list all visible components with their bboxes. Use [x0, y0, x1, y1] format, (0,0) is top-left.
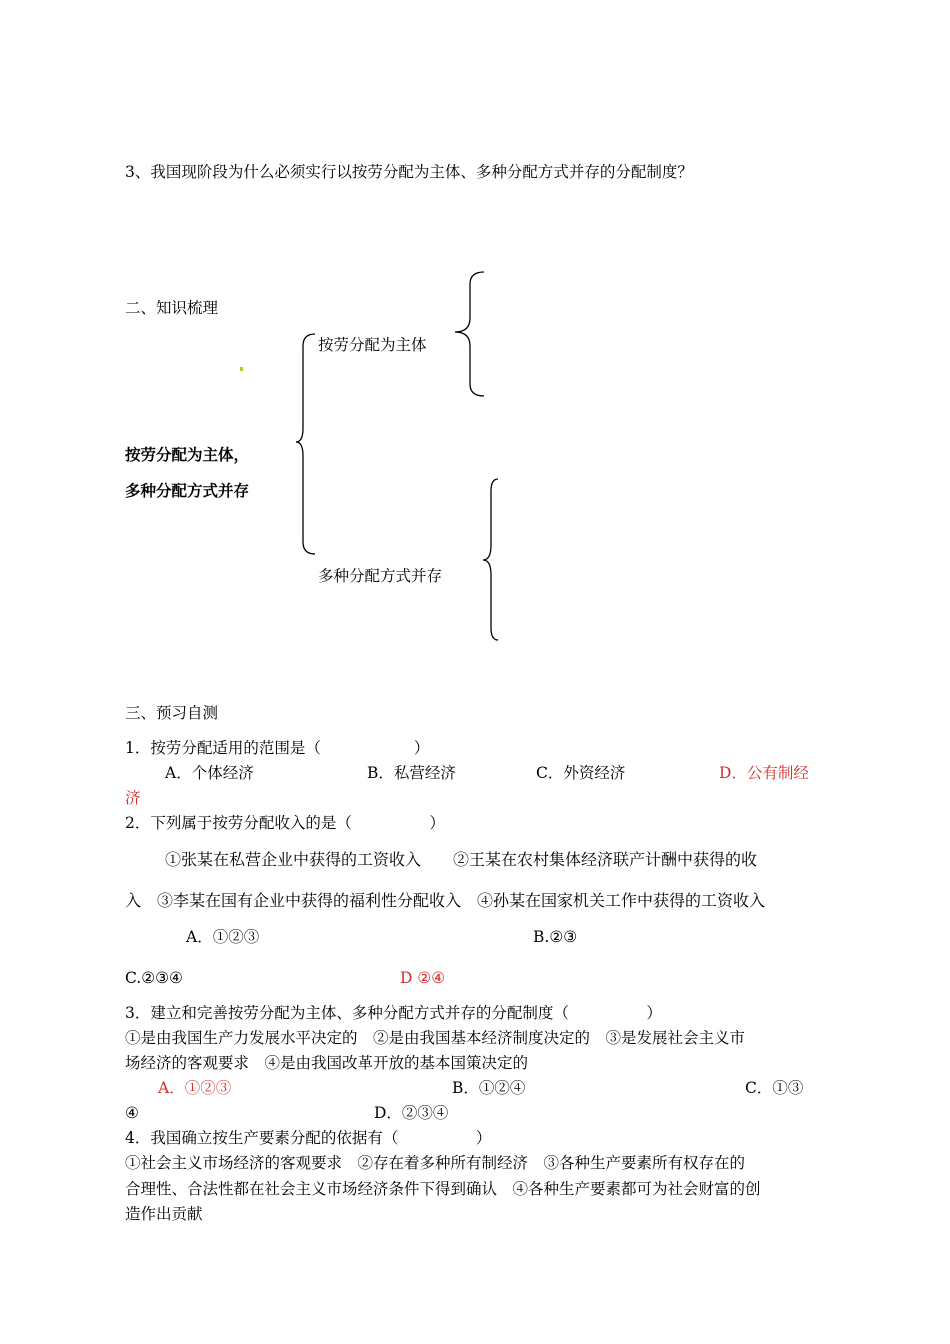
q1-option-b: B．私营经济 — [367, 764, 456, 782]
q2-option-b: B.②③ — [533, 928, 578, 946]
q1-option-d-answer: D．公有制经 — [719, 764, 809, 782]
q2-option-a: A．①②③ — [186, 928, 260, 946]
q1-option-d-wrap: 济 — [125, 789, 141, 807]
q4-line3: 造作出贡献 — [125, 1205, 203, 1223]
q3-line2: 场经济的客观要求 ④是由我国改革开放的基本国策决定的 — [125, 1054, 529, 1072]
q4-line1: ①社会主义市场经济的客观要求 ②存在着多种所有制经济 ③各种生产要素所有权存在的 — [125, 1154, 746, 1172]
q2-option-c: C.②③④ — [125, 969, 183, 987]
q1-option-c: C．外资经济 — [536, 764, 626, 782]
question-3-text: 3、我国现阶段为什么必须实行以按劳分配为主体、多种分配方式并存的分配制度？ — [125, 163, 693, 181]
q1-option-a: A．个体经济 — [165, 764, 254, 782]
q4-stem: 4．我国确立按生产要素分配的依据有（ ） — [125, 1129, 492, 1147]
mindmap-root-line2: 多种分配方式并存 — [125, 482, 250, 500]
q3-option-a-answer: A．①②③ — [158, 1079, 232, 1097]
mindmap-root-line1: 按劳分配为主体， — [125, 446, 250, 464]
section-heading-knowledge: 二、知识梳理 — [125, 299, 219, 317]
q3-option-c-wrap: ④ — [125, 1104, 139, 1122]
brace-main — [296, 334, 315, 554]
q2-line1: ①张某在私营企业中获得的工资收入 ②王某在农村集体经济联产计酬中获得的收 — [165, 850, 758, 869]
brace-branch1 — [455, 272, 484, 396]
mindmap-branch-labor: 按劳分配为主体 — [318, 336, 427, 354]
brace-branch2 — [483, 479, 498, 640]
q3-option-c: C．①③ — [745, 1079, 804, 1097]
mindmap-branch-multiple: 多种分配方式并存 — [318, 567, 443, 585]
q4-line2: 合理性、合法性都在社会主义市场经济条件下得到确认 ④各种生产要素都可为社会财富的创 — [125, 1180, 761, 1198]
q3-stem: 3．建立和完善按劳分配为主体、多种分配方式并存的分配制度（ ） — [125, 1004, 662, 1022]
q2-stem: 2．下列属于按劳分配收入的是（ ） — [125, 814, 445, 832]
q3-option-d: D．②③④ — [374, 1104, 449, 1122]
q3-option-b: B．①②④ — [452, 1079, 526, 1097]
q2-option-d-answer: D ②④ — [400, 969, 446, 987]
q3-line1: ①是由我国生产力发展水平决定的 ②是由我国基本经济制度决定的 ③是发展社会主义市 — [125, 1029, 746, 1047]
section-heading-pretest: 三、预习自测 — [125, 704, 219, 722]
q1-stem: 1．按劳分配适用的范围是（ ） — [125, 739, 430, 757]
q2-line2: 入 ③李某在国有企业中获得的福利性分配收入 ④孙某在国家机关工作中获得的工资收入 — [125, 891, 766, 910]
